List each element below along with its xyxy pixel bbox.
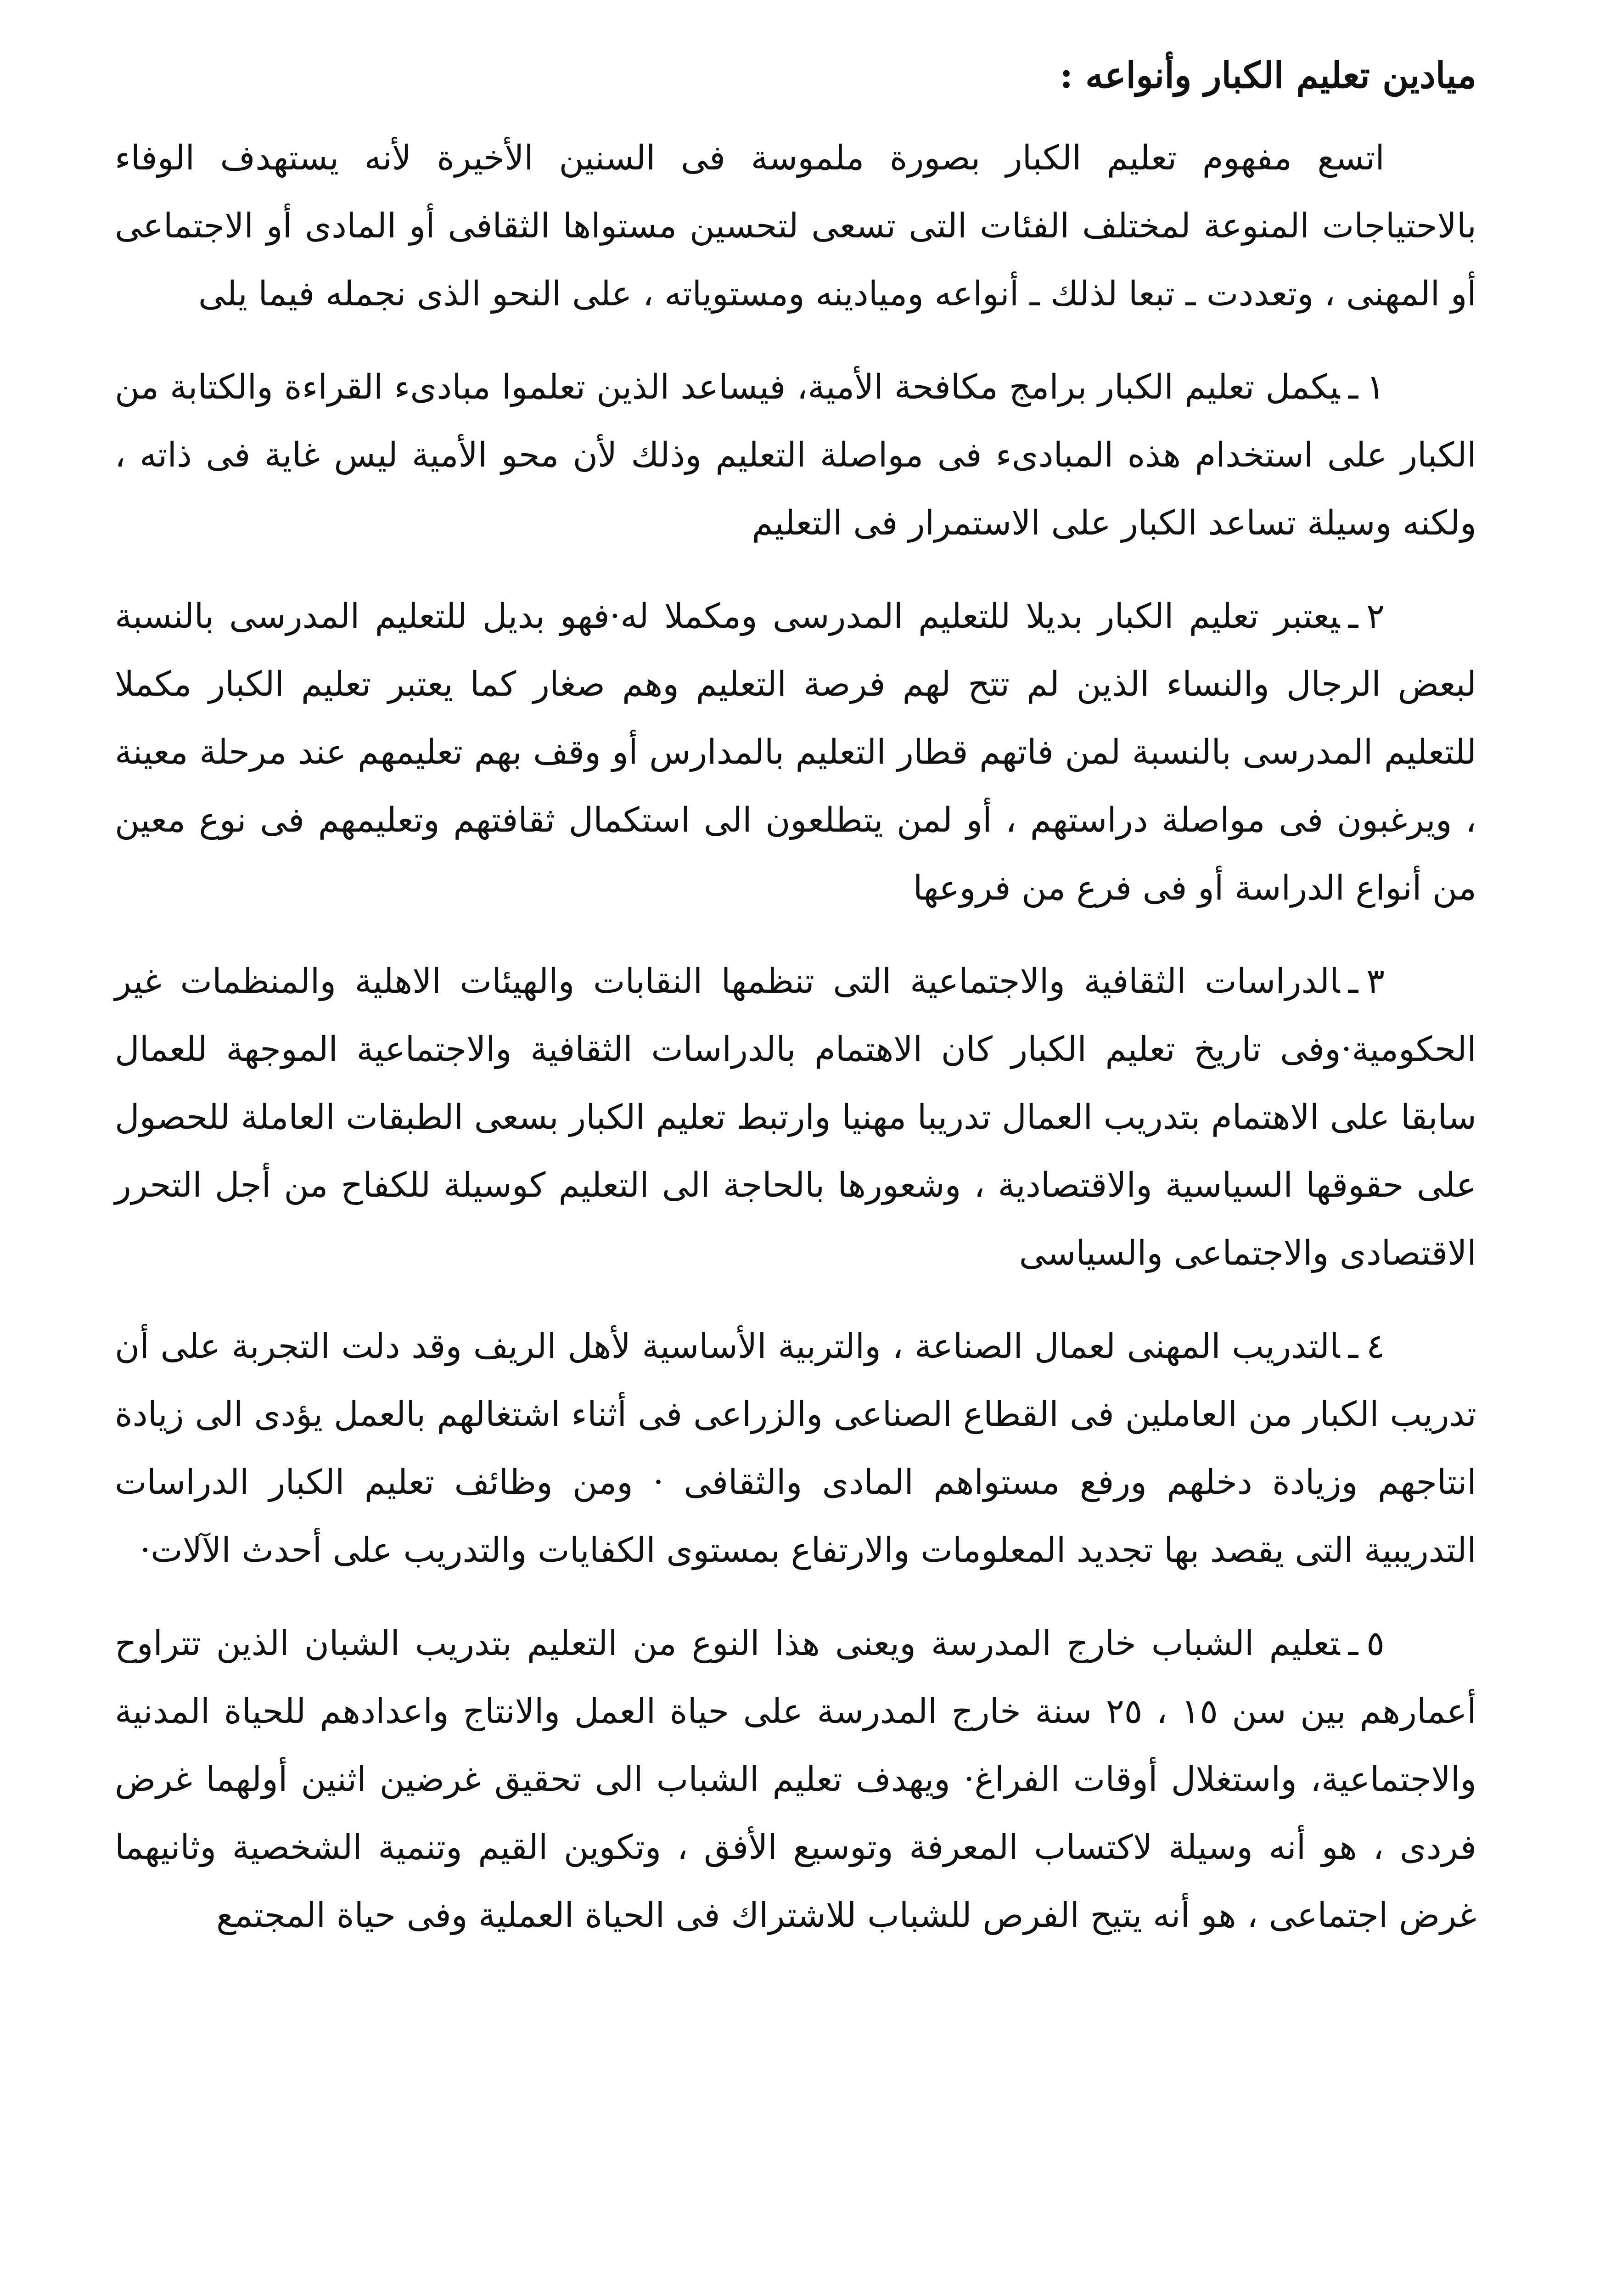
section-4 [115,1312,1476,1584]
section-dash: ـ [1348,1327,1358,1366]
section-dash: ـ [1348,367,1358,407]
section-1 [115,353,1476,557]
section-dash: ـ [1348,1624,1358,1663]
page-title: ميادين تعليم الكبار وأنواعه : [1060,55,1476,96]
section-number: ٤ [1366,1327,1385,1366]
section-paragraph [115,353,1476,557]
section-text: تعليم الشباب خارج المدرسة ويعنى هذا النوع من التعليم بتدريب الشبان الذين تتراوح أعمارهم بين سن ١٥ ، ٢٥ سنة خارج المدرسة على حياة العمل والانتاج واعدادهم للحياة المدنية والاجتماعية، واستغلال أوقات الفراغ· ويهدف تعليم الشباب الى تحقيق غرضين اثنين أولهما غرض فردى ، هو أنه وسيلة لاكتساب المعرفة وتوسيع الأفق ، وتكوين القيم وتنمية الشخصية وثانيهما غرض اجتماعى ، هو أنه يتيح الفرص للشباب للاشتراك فى الحياة العملية وفى حياة المجتمع [115,1624,1476,1935]
section-paragraph [115,582,1476,922]
section-number: ١ [1366,367,1385,407]
section-dash: ـ [1348,962,1358,1001]
section-text: يعتبر تعليم الكبار بديلا للتعليم المدرسى ومكملا له·فهو بديل للتعليم المدرسى بالنسبة لبعض الرجال والنساء الذين لم تتح لهم فرصة التعليم وهم صغار كما يعتبر تعليم الكبار مكملا للتعليم المدرسى بالنسبة لمن فاتهم قطار التعليم بالمدارس أو وقف بهم تعليمهم عند مرحلة معينة ، ويرغبون فى مواصلة دراستهم ، أو لمن يتطلعون الى استكمال ثقافتهم وتعليمهم فى نوع معين من أنواع الدراسة أو فى فرع من فروعها [115,597,1476,908]
intro-paragraph: اتسع مفهوم تعليم الكبار بصورة ملموسة فى السنين الأخيرة لأنه يستهدف الوفاء بالاحتياجات المنوعة لمختلف الفئات التى تسعى لتحسين مستواها الثقافى أو المادى أو الاجتماعى أو المهنى ، وتعددت ـ تبعا لذلك ـ أنواعه وميادينه ومستوياته ، على النحو الذى نجمله فيما يلى [115,138,1476,314]
section-paragraph [115,947,1476,1287]
section-number: ٥ [1366,1624,1385,1663]
section-text: الدراسات الثقافية والاجتماعية التى تنظمها النقابات والهيئات الاهلية والمنظمات غير الحكومية·وفى تاريخ تعليم الكبار كان الاهتمام بالدراسات الثقافية والاجتماعية الموجهة للعمال سابقا على الاهتمام بتدريب العمال تدريبا مهنيا وارتبط تعليم الكبار بسعى الطبقات العاملة للحصول على حقوقها السياسية والاقتصادية ، وشعورها بالحاجة الى التعليم كوسيلة للكفاح من أجل التحرر الاقتصادى والاجتماعى والسياسى [115,962,1476,1273]
section-5 [115,1609,1476,1949]
section-number: ٣ [1366,962,1385,1001]
section-text: يكمل تعليم الكبار برامج مكافحة الأمية، فيساعد الذين تعلموا مبادىء القراءة والكتابة من الكبار على استخدام هذه المبادىء فى مواصلة التعليم وذلك لأن محو الأمية ليس غاية فى ذاته ، ولكنه وسيلة تساعد الكبار على الاستمرار فى التعليم [115,367,1476,543]
section-number: ٢ [1366,597,1385,636]
section-dash: ـ [1348,597,1358,636]
section-3 [115,947,1476,1287]
section-text: التدريب المهنى لعمال الصناعة ، والتربية الأساسية لأهل الريف وقد دلت التجربة على أن تدريب الكبار من العاملين فى القطاع الصناعى والزراعى فى أثناء اشتغالهم بالعمل يؤدى الى زيادة انتاجهم وزيادة دخلهم ورفع مستواهم المادى والثقافى · ومن وظائف تعليم الكبار الدراسات التدريبية التى يقصد بها تجديد المعلومات والارتفاع بمستوى الكفايات والتدريب على أحدث الآلات· [115,1327,1476,1570]
section-paragraph [115,1609,1476,1949]
section-2 [115,582,1476,922]
section-paragraph [115,1312,1476,1584]
